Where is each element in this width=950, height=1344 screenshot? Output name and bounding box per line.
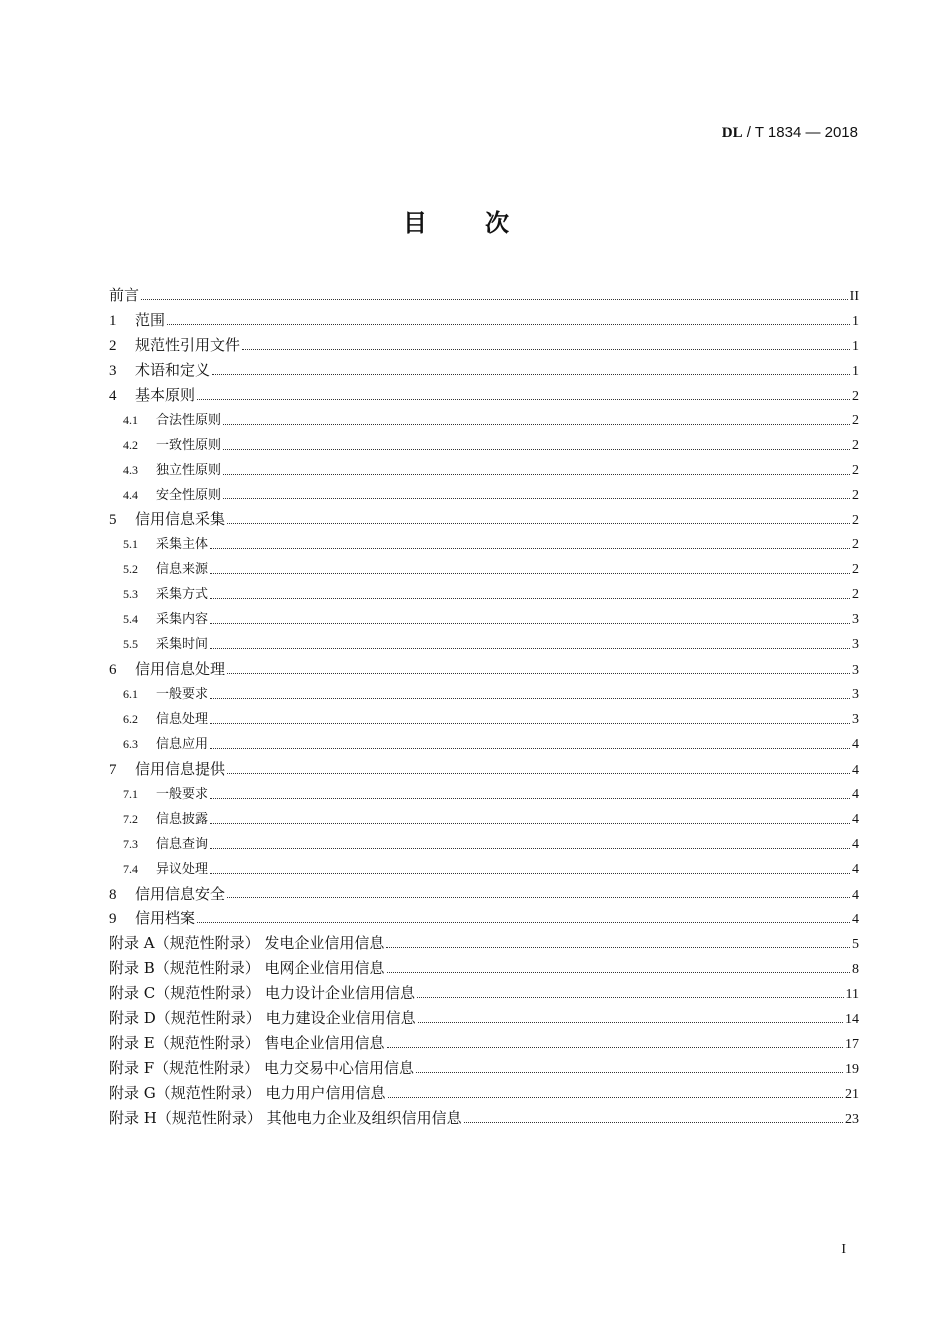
toc-entry[interactable] [109, 507, 859, 532]
toc-entry[interactable] [109, 981, 859, 1006]
toc-entry-page: 4 [852, 786, 859, 802]
toc-entry[interactable] [109, 632, 859, 657]
toc-entry-label: 信用信息采集 [135, 510, 226, 529]
toc-entry[interactable] [109, 857, 859, 882]
toc-entry[interactable] [109, 383, 859, 408]
toc-entry-number: 9 [109, 911, 117, 928]
toc-entry-label: 基本原则 [135, 385, 196, 404]
toc-entry-label: 一般要求 [156, 687, 209, 702]
toc-leader-dots [223, 497, 850, 499]
toc-entry[interactable] [109, 1031, 859, 1056]
toc-entry-page: II [849, 289, 859, 304]
toc-entry[interactable] [109, 906, 859, 931]
toc-entry[interactable] [109, 956, 859, 981]
toc-entry-label: 一致性原则 [156, 437, 222, 453]
toc-entry-label: 信息查询 [156, 836, 209, 852]
toc-entry-page: 2 [852, 412, 859, 428]
toc-entry-page: 3 [852, 637, 859, 653]
toc-entry-label: 信用信息处理 [135, 660, 226, 679]
toc-entry-page: 2 [852, 487, 859, 503]
standard-code [722, 124, 858, 142]
toc-entry-number: 4 [109, 387, 117, 404]
toc-entry-label: 附录 D（规范性附录） 电力建设企业信用信息 [109, 1009, 416, 1028]
toc-entry-page: 14 [845, 1012, 859, 1028]
toc-entry-label: 采集时间 [156, 637, 209, 653]
toc-leader-dots [242, 348, 850, 350]
toc-entry-page: 23 [845, 1111, 859, 1127]
toc-entry[interactable] [109, 308, 859, 333]
toc-entry-page: 4 [852, 887, 859, 903]
toc-leader-dots [416, 1071, 843, 1073]
toc-entry-label: 异议处理 [156, 861, 209, 877]
toc-leader-dots [223, 448, 850, 450]
toc-leader-dots [227, 522, 850, 524]
toc-entry-number: 6.3 [123, 736, 138, 751]
toc-leader-dots [210, 872, 850, 874]
toc-entry-page: 3 [852, 711, 859, 727]
toc-entry-number: 7 [109, 761, 117, 778]
toc-entry-number: 7.3 [123, 836, 138, 851]
toc-entry-page: 2 [852, 513, 859, 529]
toc-leader-dots [210, 747, 850, 749]
toc-leader-dots [418, 1021, 843, 1023]
toc-leader-dots [386, 946, 850, 948]
toc-entry-number: 5 [109, 512, 117, 529]
toc-entry-page: 1 [852, 363, 859, 379]
toc-entry-number: 7.2 [123, 811, 138, 826]
toc-entry[interactable] [109, 1056, 859, 1081]
toc-entry[interactable] [109, 1106, 859, 1131]
toc-leader-dots [417, 996, 844, 998]
toc-entry[interactable] [109, 607, 859, 632]
toc-entry[interactable] [109, 832, 859, 857]
toc-entry-number: 7.4 [123, 861, 138, 876]
toc-entry-page: 2 [852, 587, 859, 603]
toc-entry-page: 2 [852, 537, 859, 553]
toc-leader-dots [223, 423, 850, 425]
toc-entry-label: 信息披露 [156, 811, 209, 827]
toc-leader-dots [227, 672, 850, 674]
toc-entry[interactable] [109, 532, 859, 557]
toc-leader-dots [223, 473, 850, 475]
toc-entry-page: 4 [852, 736, 859, 752]
toc-leader-dots [388, 1096, 843, 1098]
toc-entry[interactable] [109, 557, 859, 582]
toc-entry-page: 1 [852, 313, 859, 329]
toc-leader-dots [141, 298, 848, 300]
toc-leader-dots [167, 323, 850, 325]
toc-leader-dots [210, 647, 850, 649]
toc-entry-label: 合法性原则 [156, 412, 222, 428]
toc-entry-label: 信息来源 [156, 562, 209, 578]
toc-entry-page: 17 [845, 1037, 859, 1053]
toc-leader-dots [197, 921, 850, 923]
toc-entry-label: 附录 B（规范性附录） 电网企业信用信息 [109, 959, 385, 978]
toc-entry-number: 4.3 [123, 462, 138, 477]
toc-entry-number: 1 [109, 312, 117, 329]
toc-leader-dots [212, 373, 850, 375]
toc-entry-page: 3 [852, 687, 859, 702]
toc-entry-label: 信息应用 [156, 736, 209, 752]
toc-entry-label: 附录 G（规范性附录） 电力用户信用信息 [109, 1084, 386, 1102]
toc-entry-label: 附录 H（规范性附录） 其他电力企业及组织信用信息 [109, 1108, 462, 1127]
toc-entry-page: 8 [852, 962, 859, 978]
toc-entry-number: 3 [109, 362, 117, 379]
toc-entry[interactable] [109, 333, 859, 358]
toc-entry-label: 安全性原则 [156, 487, 222, 503]
toc-leader-dots [210, 797, 850, 799]
toc-entry-page: 4 [852, 836, 859, 852]
toc-entry[interactable] [109, 757, 859, 782]
toc-entry[interactable] [109, 582, 859, 607]
toc-leader-dots [210, 697, 850, 699]
toc-entry-number: 4.2 [123, 437, 138, 452]
toc-entry-number: 5.2 [123, 562, 138, 577]
toc-leader-dots [210, 597, 850, 599]
toc-leader-dots [210, 547, 850, 549]
toc-entry-number: 5.3 [123, 587, 138, 602]
toc-entry-page: 4 [852, 861, 859, 877]
toc-entry-page: 4 [852, 762, 859, 778]
toc-entry-number: 6.2 [123, 711, 138, 726]
toc-entry-page: 19 [845, 1062, 859, 1078]
toc-entry[interactable] [109, 682, 859, 707]
toc-entry-label: 信息处理 [156, 711, 209, 727]
toc-entry-label: 信用档案 [135, 909, 196, 928]
toc-entry[interactable] [109, 483, 859, 508]
toc-entry-page: 3 [852, 663, 859, 679]
toc-leader-dots [210, 572, 850, 574]
standard-number: / T 1834 — 2018 [746, 124, 858, 141]
toc-entry-label: 前言 [109, 286, 140, 304]
toc-entry[interactable] [109, 882, 859, 907]
toc-entry-number: 7.1 [123, 786, 138, 801]
toc-entry-page: 4 [852, 811, 859, 827]
toc-entry-page: 1 [852, 338, 859, 354]
toc-entry[interactable] [109, 408, 859, 433]
toc-entry-label: 信用信息安全 [135, 884, 226, 903]
toc-entry-label: 附录 C（规范性附录） 电力设计企业信用信息 [109, 984, 416, 1003]
toc-entry-label: 规范性引用文件 [135, 335, 241, 354]
toc-entry[interactable] [109, 358, 859, 383]
toc-entry[interactable] [109, 283, 859, 308]
toc-entry[interactable] [109, 458, 859, 483]
toc-leader-dots [210, 622, 850, 624]
toc-entry[interactable] [109, 1081, 859, 1106]
toc-leader-dots [210, 722, 850, 724]
toc-entry-label: 采集主体 [156, 537, 209, 553]
toc-entry-page: 5 [852, 937, 859, 953]
toc-entry-label: 术语和定义 [135, 360, 211, 379]
toc-entry-page: 3 [852, 612, 859, 628]
toc-entry-label: 独立性原则 [156, 462, 222, 478]
toc-entry-label: 附录 F（规范性附录） 电力交易中心信用信息 [109, 1059, 414, 1078]
toc-entry-page: 2 [852, 437, 859, 453]
page-number: I [841, 1242, 846, 1257]
toc-entry-label: 采集内容 [156, 612, 209, 628]
toc-entry-label: 采集方式 [156, 587, 209, 603]
toc-leader-dots [210, 847, 850, 849]
toc-leader-dots [387, 1046, 844, 1048]
page-title: 目次 [403, 209, 567, 237]
toc-leader-dots [197, 398, 850, 400]
toc-entry[interactable] [109, 807, 859, 832]
toc-entry-number: 5.1 [123, 537, 138, 552]
toc-entry-number: 4.1 [123, 412, 138, 427]
toc-entry-label: 附录 E（规范性附录） 售电企业信用信息 [109, 1034, 385, 1053]
toc-entry-label: 一般要求 [156, 786, 209, 802]
toc-entry-page: 2 [852, 562, 859, 578]
toc-leader-dots [227, 772, 850, 774]
standard-org: DL [721, 125, 743, 141]
toc-entry-number: 2 [109, 337, 117, 354]
toc-entry-number: 8 [109, 886, 117, 903]
toc-entry-label: 信用信息提供 [135, 759, 226, 778]
toc-entry-page: 2 [852, 462, 859, 478]
toc-leader-dots [464, 1121, 843, 1123]
table-of-contents [109, 283, 859, 1131]
toc-entry-label: 范围 [135, 310, 166, 329]
toc-entry[interactable] [109, 931, 859, 956]
toc-entry-label: 附录 A（规范性附录） 发电企业信用信息 [109, 934, 385, 953]
toc-entry[interactable] [109, 433, 859, 458]
toc-entry-number: 6 [109, 662, 117, 679]
toc-entry[interactable] [109, 707, 859, 732]
toc-entry[interactable] [109, 1006, 859, 1031]
toc-entry-number: 4.4 [123, 487, 138, 502]
toc-entry-number: 6.1 [123, 687, 138, 701]
toc-entry[interactable] [109, 732, 859, 757]
toc-leader-dots [227, 896, 850, 898]
toc-entry-page: 21 [845, 1087, 859, 1102]
toc-entry-number: 5.5 [123, 637, 138, 652]
toc-entry-number: 5.4 [123, 612, 138, 627]
toc-entry[interactable] [109, 782, 859, 807]
toc-entry-page: 4 [852, 912, 859, 928]
toc-entry-page: 2 [852, 388, 859, 404]
toc-entry-page: 11 [845, 987, 859, 1003]
toc-leader-dots [387, 971, 850, 973]
toc-entry[interactable] [109, 657, 859, 682]
toc-leader-dots [210, 822, 850, 824]
